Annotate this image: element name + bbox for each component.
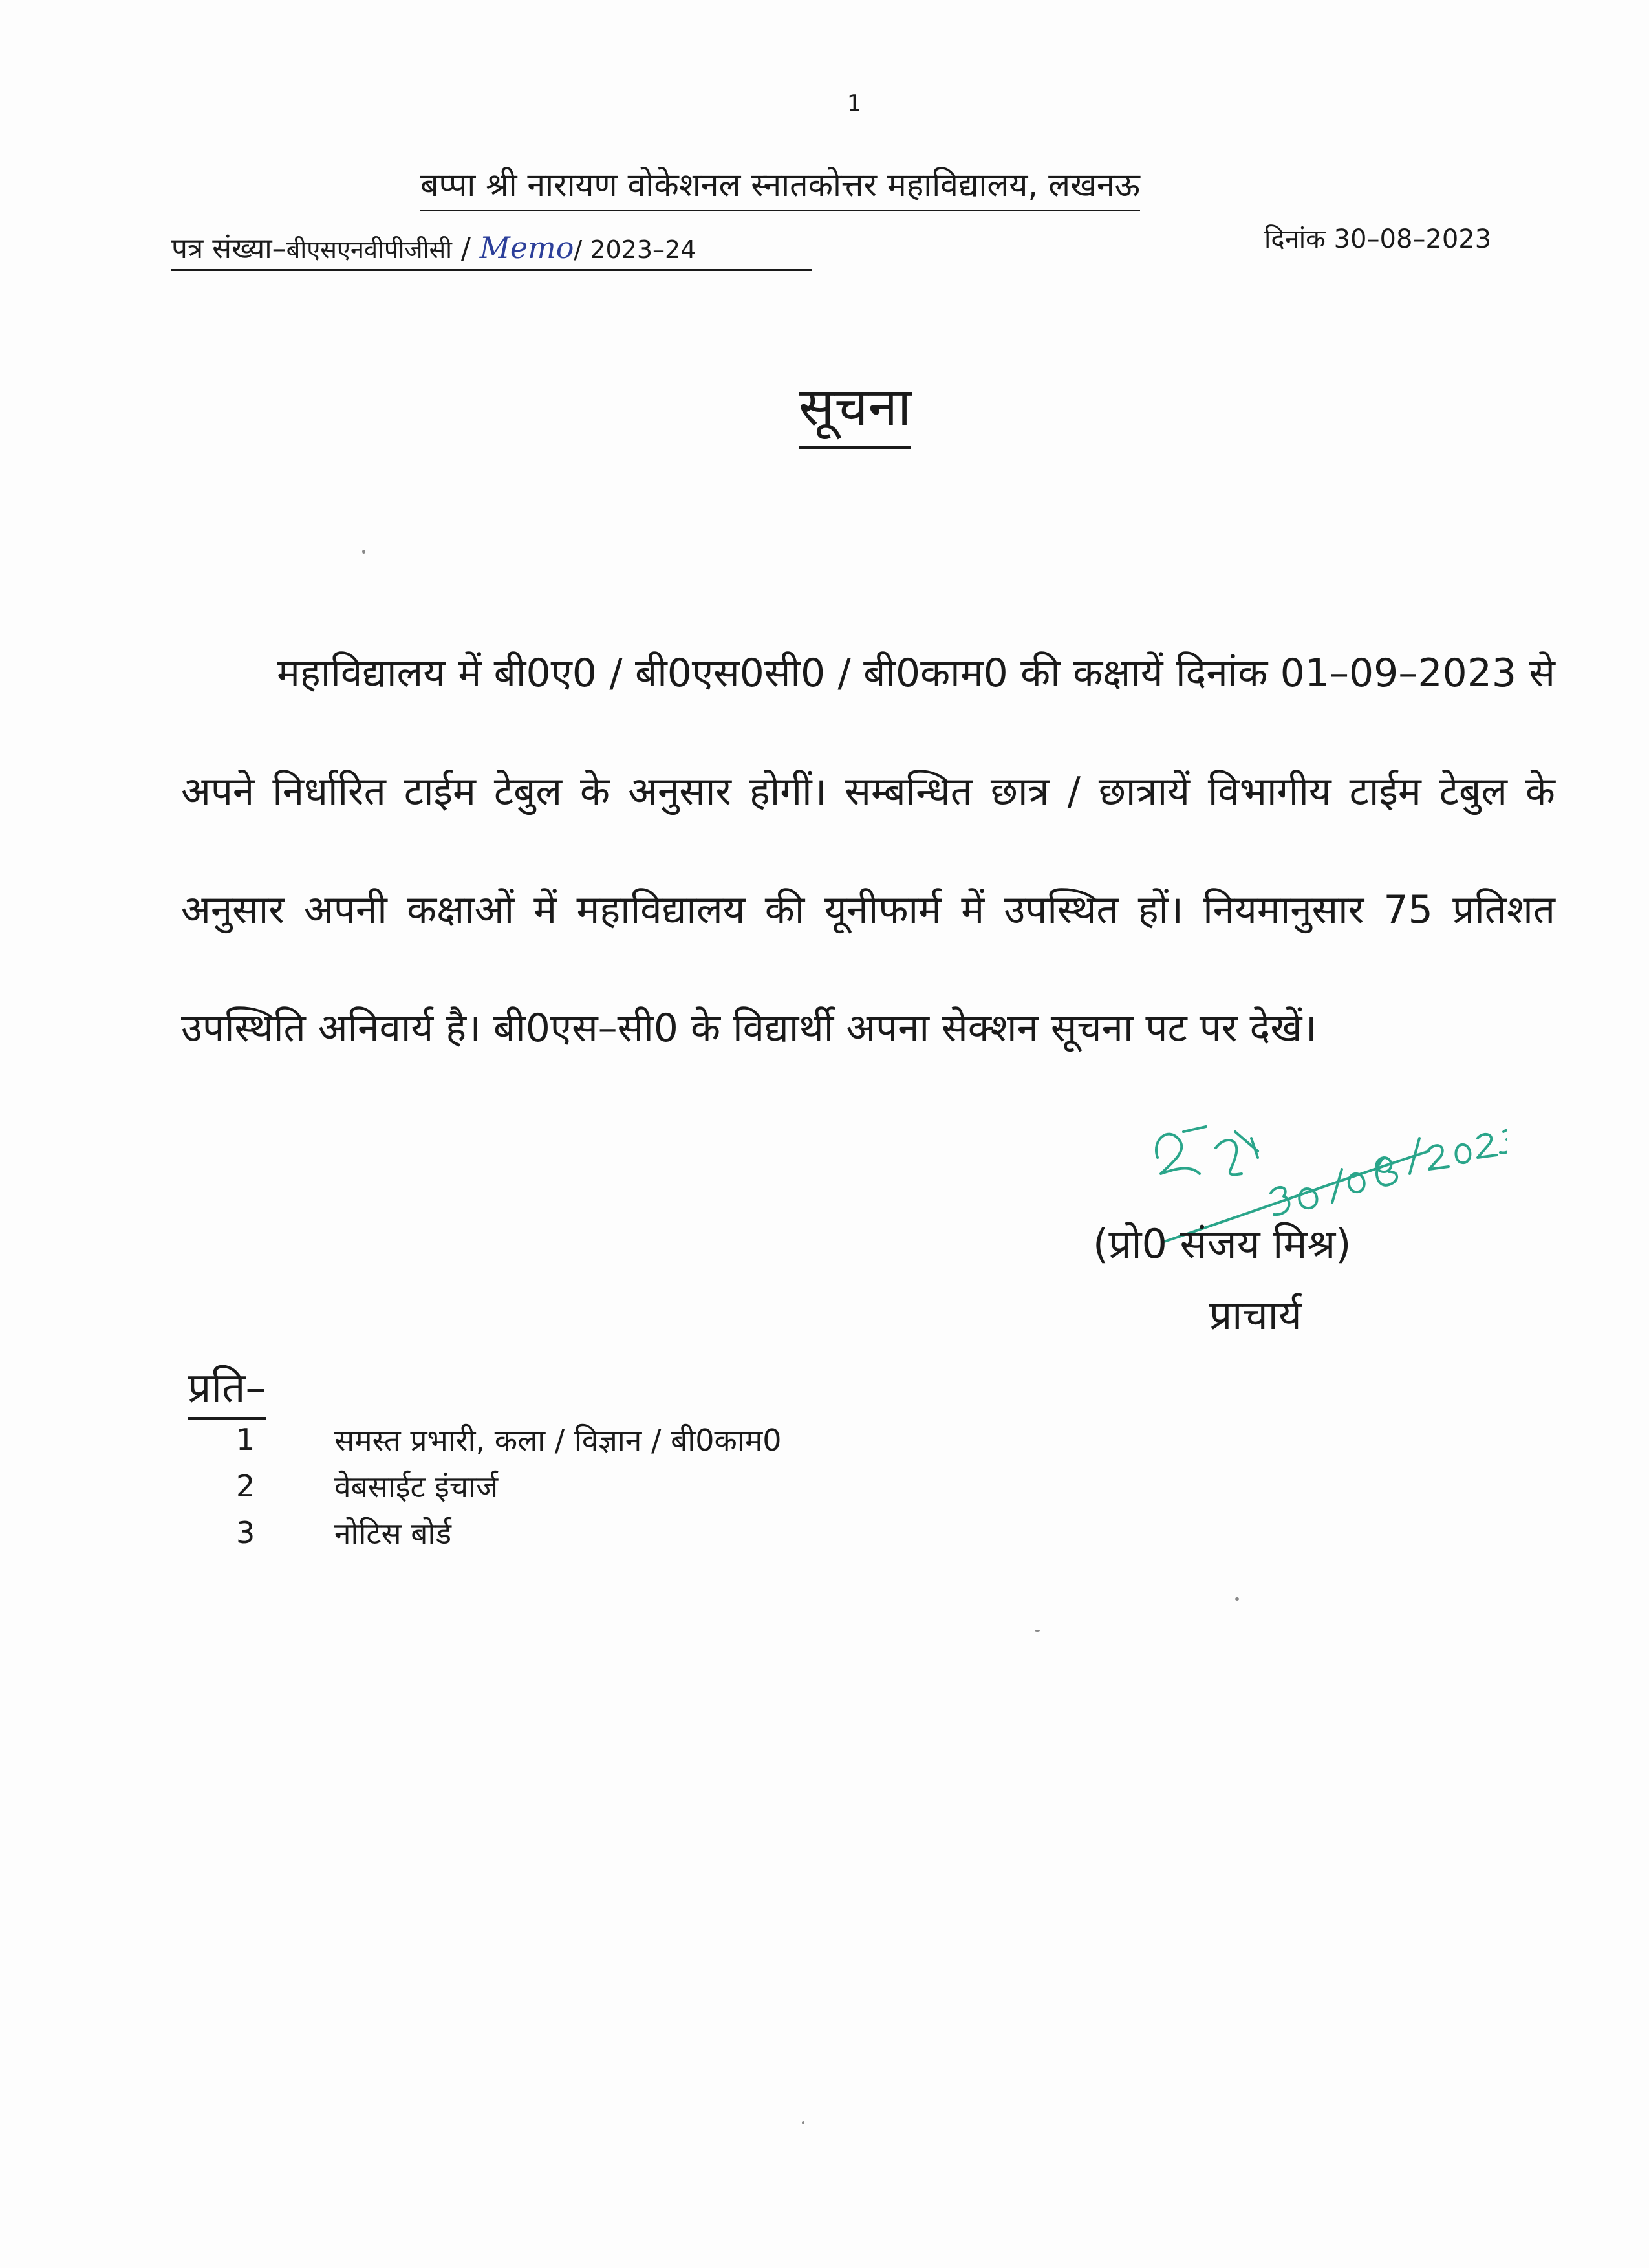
list-item-text: नोटिस बोर्ड bbox=[334, 1516, 452, 1551]
signatory-designation: प्राचार्य bbox=[1209, 1291, 1302, 1339]
list-item-text: समस्त प्रभारी, कला / विज्ञान / बी0काम0 bbox=[334, 1423, 782, 1458]
list-item-number: 1 bbox=[236, 1422, 255, 1457]
reference-year: / 2023–24 bbox=[574, 235, 696, 264]
signatory-name: (प्रो0 संजय मिश्र) bbox=[1093, 1220, 1352, 1268]
list-item-number: 2 bbox=[236, 1469, 255, 1504]
scan-speck bbox=[802, 2121, 804, 2124]
list-item bbox=[236, 1509, 782, 1556]
college-name: बप्पा श्री नारायण वोकेशनल स्नातकोत्तर महाविद्यालय, लखनऊ bbox=[420, 162, 1140, 211]
notice-title: सूचना bbox=[799, 369, 911, 449]
reference-number: पत्र संख्या–बीएसएनवीपीजीसी / Memo/ 2023–24 bbox=[171, 228, 812, 271]
copy-to-list bbox=[236, 1416, 782, 1556]
reference-code: बीएसएनवीपीजीसी bbox=[286, 235, 452, 264]
list-item-number: 3 bbox=[236, 1515, 255, 1550]
scan-speck bbox=[1035, 1630, 1040, 1632]
notice-body: महाविद्यालय में बी0ए0 / बी0एस0सी0 / बी0काम0 की कक्षायें दिनांक 01–09–2023 से अपने निर्धारित टाईम टेबुल के अनुसार होगीं। सम्बन्धित छात्र / छात्रायें विभागीय टाईम टेबुल के अनुसार अपनी कक्षाओं में महाविद्यालय की यूनीफार्म में उपस्थित हों। नियमानुसार 75 प्रतिशत उपस्थिति अनिवार्य है। बी0एस–सी0 के विद्यार्थी अपना सेक्शन सूचना पट पर देखें। bbox=[181, 651, 1555, 1051]
copy-to-label: प्रति– bbox=[188, 1358, 266, 1420]
list-item-text: वेबसाईट इंचार्ज bbox=[334, 1469, 499, 1504]
scan-speck bbox=[1235, 1597, 1239, 1601]
list-item bbox=[236, 1463, 782, 1509]
reference-prefix: पत्र संख्या– bbox=[171, 232, 286, 265]
scan-speck bbox=[362, 550, 365, 554]
page-number: 1 bbox=[847, 91, 861, 116]
notice-date: दिनांक 30–08–2023 bbox=[1264, 224, 1492, 254]
list-item bbox=[236, 1416, 782, 1463]
reference-memo: Memo bbox=[479, 230, 574, 265]
